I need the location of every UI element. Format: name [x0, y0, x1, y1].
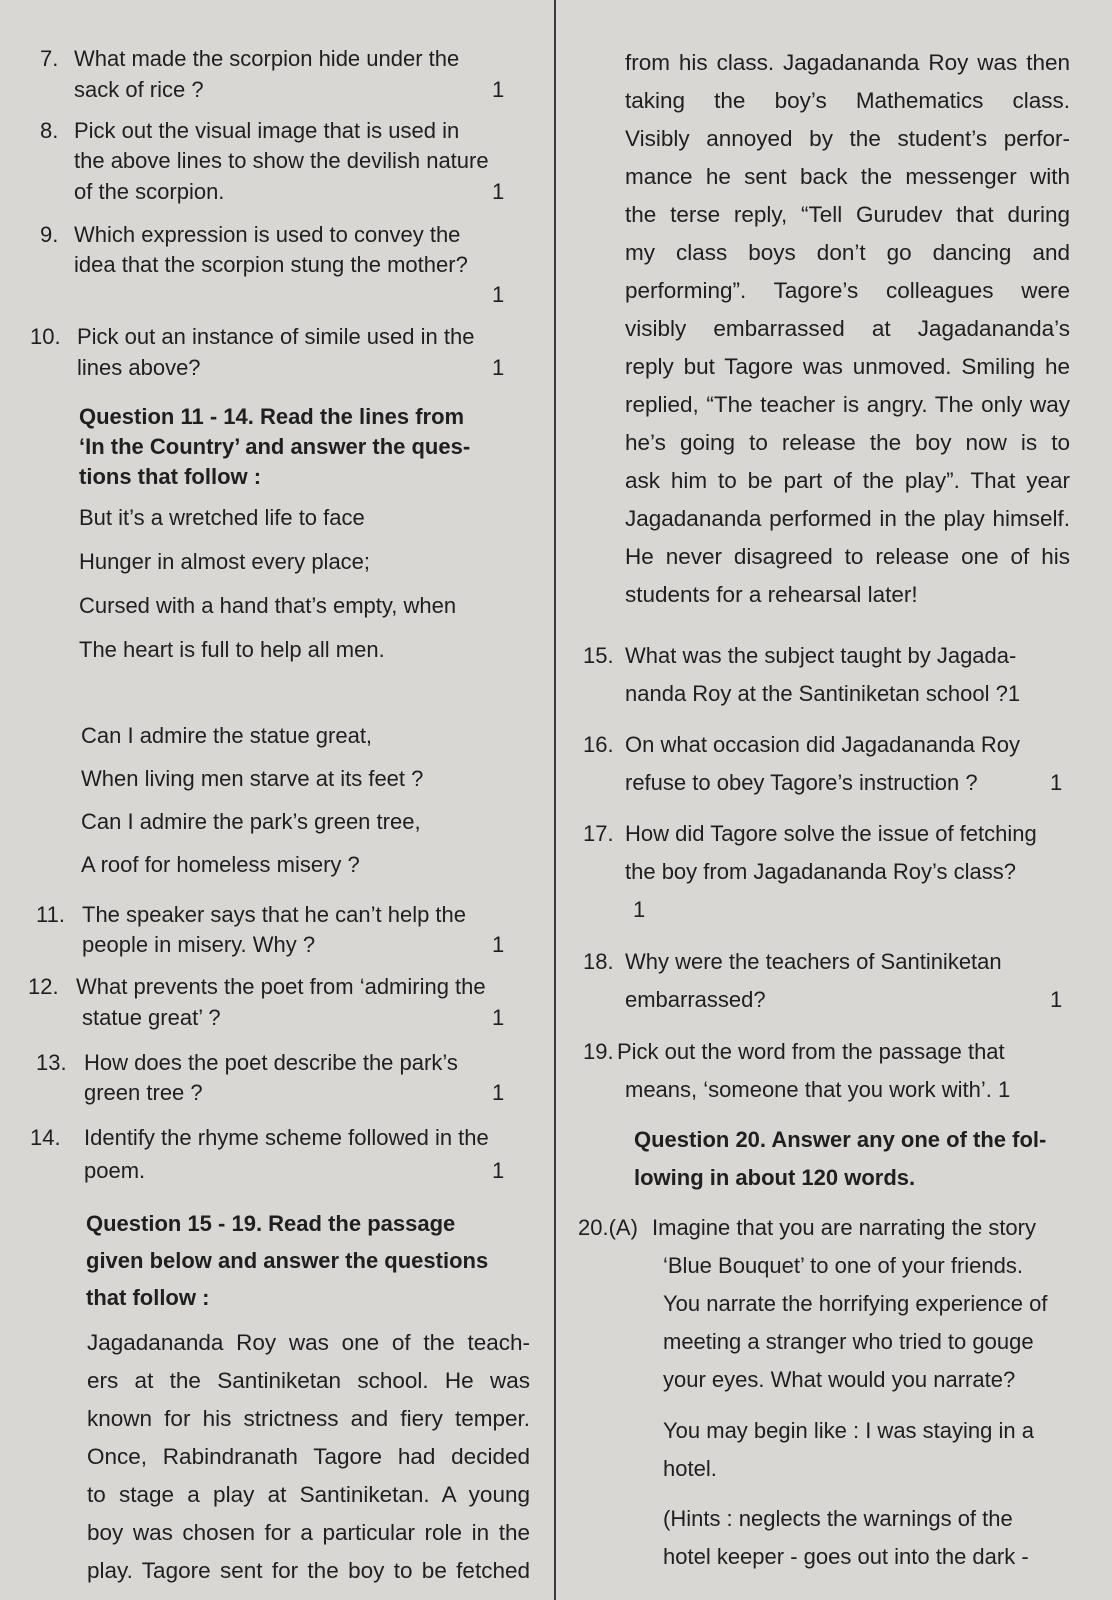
poem-line: The heart is full to help all men.: [79, 637, 385, 662]
question-line: meeting a stranger who tried to gouge: [663, 1329, 1034, 1354]
passage-line: ers at the Santiniketan school. He was: [87, 1368, 530, 1393]
question-number: 19.: [583, 1039, 614, 1064]
poem-line: Cursed with a hand that’s empty, when: [79, 593, 457, 618]
question-number: 17.: [583, 821, 614, 846]
marks: 1: [492, 77, 505, 102]
marks: 1: [633, 897, 646, 922]
question-line: Pick out the word from the passage that: [617, 1039, 1005, 1064]
question-line: What was the subject taught by Jagada-: [625, 643, 1017, 668]
question-number: 11.: [36, 902, 65, 927]
section-heading-15-19: [86, 1205, 531, 1316]
question-line: means, ‘someone that you work with’. 1: [625, 1077, 1011, 1102]
hints-line: (Hints : neglects the warnings of the: [663, 1506, 1013, 1531]
question-line: your eyes. What would you narrate?: [663, 1367, 1016, 1392]
question-number: 9.: [40, 222, 59, 247]
question-line: of the scorpion.: [74, 179, 225, 204]
passage-line: students for a rehearsal later!: [625, 582, 918, 607]
question-number: 20.(A): [578, 1215, 638, 1240]
poem-line: Hunger in almost every place;: [79, 549, 371, 574]
passage-line: play. Tagore sent for the boy to be fetched: [87, 1558, 530, 1583]
question-line: You narrate the horrifying experience of: [663, 1291, 1048, 1316]
question-number: 15.: [583, 643, 614, 668]
heading-line: ‘In the Country’ and answer the ques-: [79, 434, 471, 459]
question-line: green tree ?: [84, 1080, 203, 1105]
passage-line: He never disagreed to release one of his: [625, 544, 1070, 569]
hints-line: hotel keeper - goes out into the dark -: [663, 1544, 1029, 1569]
passage-line: Once, Rabindranath Tagore had decided: [87, 1444, 530, 1469]
passage-line: replied, “The teacher is angry. The only way: [625, 392, 1070, 417]
prompt-line: You may begin like : I was staying in a: [663, 1418, 1034, 1443]
prompt-line: hotel.: [663, 1456, 717, 1481]
question-line: On what occasion did Jagadananda Roy: [625, 732, 1021, 757]
question-line: Pick out an instance of simile used in the: [77, 324, 475, 349]
question-number: 12.: [28, 974, 59, 999]
passage-line: mance he sent back the messenger with: [625, 164, 1070, 189]
poem-line: But it’s a wretched life to face: [79, 505, 365, 530]
question-line: Pick out the visual image that is used in: [74, 118, 460, 143]
passage-line: reply but Tagore was unmoved. Smiling he: [625, 354, 1070, 379]
passage-line: taking the boy’s Mathematics class.: [625, 88, 1070, 113]
passage-line: ask him to be part of the play”. That year: [625, 468, 1070, 493]
question-line: sack of rice ?: [74, 77, 204, 102]
marks: 1: [1050, 987, 1063, 1012]
question-line: refuse to obey Tagore’s instruction ?: [625, 770, 978, 795]
section-heading-11-14: [79, 402, 529, 492]
marks: 1: [492, 355, 505, 380]
marks: 1: [492, 1158, 505, 1183]
passage-line: boy was chosen for a particular role in the: [87, 1520, 530, 1545]
heading-line: lowing in about 120 words.: [634, 1165, 916, 1190]
question-line: Identify the rhyme scheme followed in the: [84, 1125, 489, 1150]
passage-line: known for his strictness and fiery temper.: [87, 1406, 530, 1431]
marks: 1: [492, 179, 505, 204]
marks: 1: [492, 932, 505, 957]
question-line: lines above?: [77, 355, 201, 380]
poem-line: Can I admire the park’s green tree,: [81, 809, 421, 834]
poem-line: A roof for homeless misery ?: [81, 852, 360, 877]
poem-line: When living men starve at its feet ?: [81, 766, 424, 791]
passage-line: to stage a play at Santiniketan. A young: [87, 1482, 530, 1507]
passage-line: visibly embarrassed at Jagadananda’s: [625, 316, 1070, 341]
section-heading-20: [634, 1121, 1079, 1197]
question-line: What prevents the poet from ‘admiring the: [76, 974, 486, 999]
passage-line: the terse reply, “Tell Gurudev that during: [625, 202, 1070, 227]
heading-line: Question 15 - 19. Read the passage: [86, 1211, 456, 1236]
question-line: idea that the scorpion stung the mother?: [74, 252, 468, 277]
passage-part-1: [87, 1324, 530, 1590]
heading-line: tions that follow :: [79, 464, 262, 489]
passage-line: he’s going to release the boy now is to: [625, 430, 1070, 455]
question-number: 7.: [40, 46, 59, 71]
question-number: 10.: [30, 324, 61, 349]
passage-line: performing”. Tagore’s colleagues were: [625, 278, 1070, 303]
marks: 1: [492, 282, 505, 307]
passage-line: Jagadananda Roy was one of the teach-: [87, 1330, 530, 1355]
question-20a-begin: [663, 1412, 1083, 1488]
marks: 1: [1050, 770, 1063, 795]
question-line: poem.: [84, 1158, 146, 1183]
question-line: ‘Blue Bouquet’ to one of your friends.: [663, 1253, 1023, 1278]
question-number: 16.: [583, 732, 614, 757]
question-line: statue great’ ?: [82, 1005, 221, 1030]
question-number: 13.: [36, 1050, 67, 1075]
question-number: 8.: [40, 118, 59, 143]
question-line: How did Tagore solve the issue of fetching: [625, 821, 1037, 846]
question-line: the boy from Jagadananda Roy’s class?: [625, 859, 1016, 884]
question-line: embarrassed?: [625, 987, 766, 1012]
poem-line: Can I admire the statue great,: [81, 723, 373, 748]
passage-line: my class boys don’t go dancing and: [625, 240, 1070, 265]
marks: 1: [492, 1080, 505, 1105]
marks: 1: [492, 1005, 505, 1030]
heading-line: given below and answer the questions: [86, 1248, 489, 1273]
heading-line: Question 11 - 14. Read the lines from: [79, 404, 465, 429]
question-line: the above lines to show the devilish nature: [74, 148, 489, 173]
question-line: nanda Roy at the Santiniketan school ?1: [625, 681, 1021, 706]
passage-line: Visibly annoyed by the student’s perfor-: [625, 126, 1070, 151]
passage-line: from his class. Jagadananda Roy was then: [625, 50, 1070, 75]
question-20a-hints: [663, 1500, 1083, 1576]
question-line: people in misery. Why ?: [82, 932, 316, 957]
question-line: Which expression is used to convey the: [74, 222, 461, 247]
question-line: Imagine that you are narrating the story: [652, 1215, 1036, 1240]
question-line: Why were the teachers of Santiniketan: [625, 949, 1002, 974]
heading-line: that follow :: [86, 1285, 210, 1310]
question-line: The speaker says that he can’t help the: [82, 902, 467, 927]
passage-part-2: [625, 44, 1070, 614]
question-number: 18.: [583, 949, 614, 974]
question-line: How does the poet describe the park’s: [84, 1050, 458, 1075]
heading-line: Question 20. Answer any one of the fol-: [634, 1127, 1047, 1152]
question-line: What made the scorpion hide under the: [74, 46, 460, 71]
passage-line: Jagadananda performed in the play himself.: [625, 506, 1070, 531]
question-number: 14.: [30, 1125, 61, 1150]
column-divider: [554, 0, 556, 1600]
